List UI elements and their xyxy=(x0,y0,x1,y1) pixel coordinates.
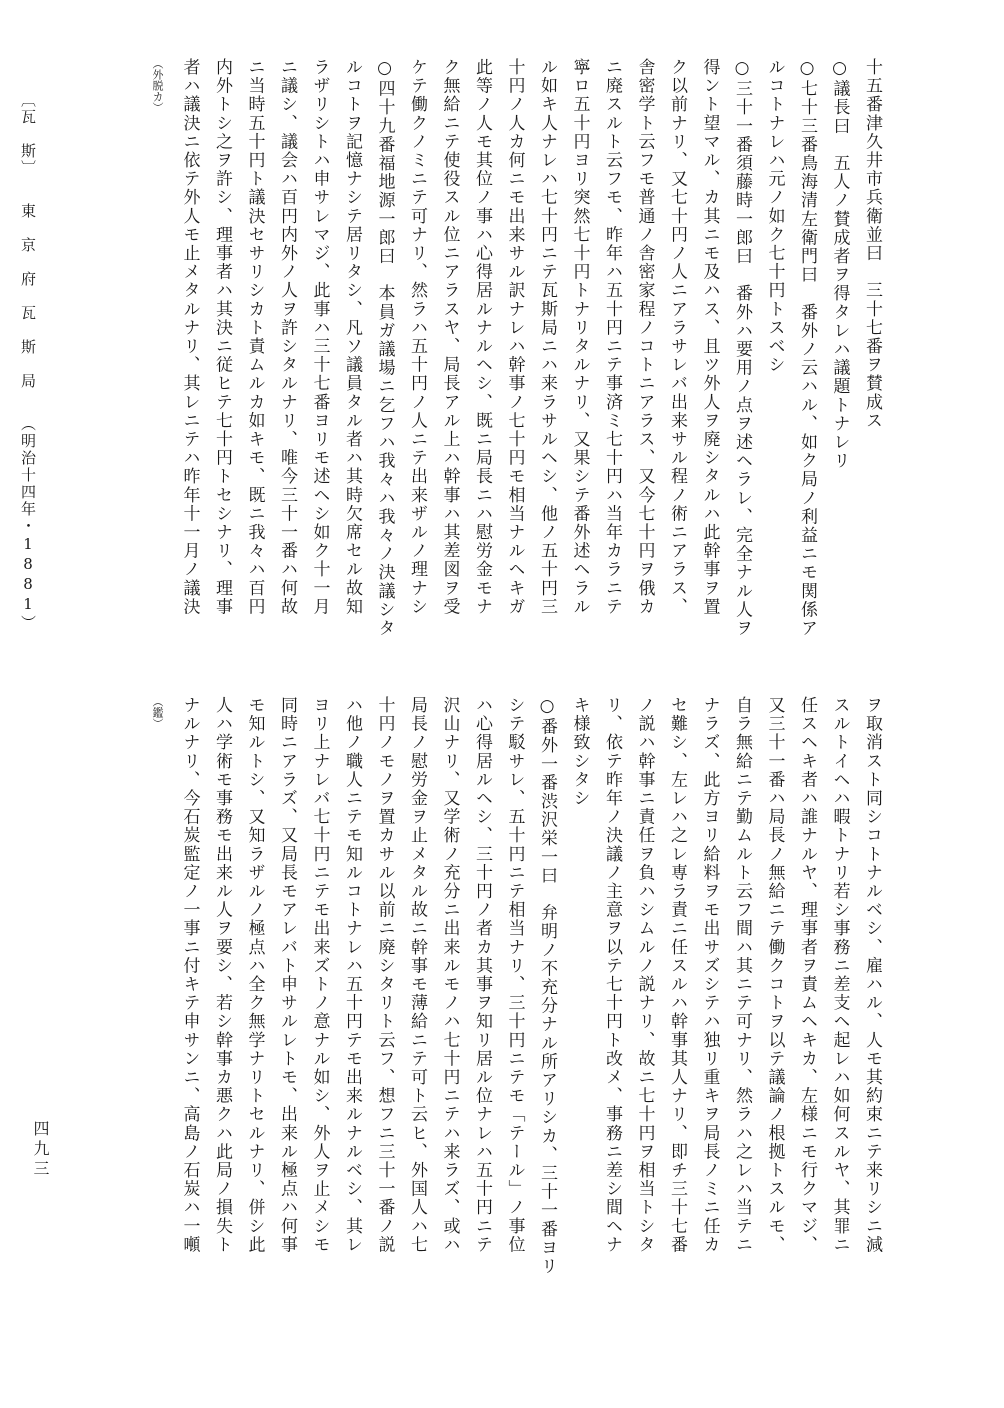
text-line: 任スヘキ者ハ誰ナルヤ、理事者ヲ責ムヘキカ、左様ニモ行クマジ、 xyxy=(797,696,817,1254)
text-line: 寧ロ五十円ヨリ突然七十円トナリタルナリ、又果シテ番外述ヘラル xyxy=(569,58,590,616)
text-line: セ難シ、左レハ之レ専ラ責ニ任スルハ幹事其人ナリ、即チ三十七番 xyxy=(667,696,687,1254)
text-line: ヨリ上ナレバ七十円ニテモ出来ズトノ意ナル如シ、外人ヲ止メシモ xyxy=(309,696,330,1254)
text-line: ク以前ナリ、又七十円ノ人ニアラサレバ出来サル程ノ術ニアラス、 xyxy=(667,58,687,616)
text-line: 得ント望マル、カ其ニモ及ハス、且ツ外人ヲ廃シタルハ此幹事ヲ置 xyxy=(699,58,720,616)
text-line: ハ心得居ルヘシ、三十円ノ者カ其事ヲ知リ居ル位ナレハ五十円ニテ xyxy=(472,696,492,1254)
text-line: ノ説ハ幹事ニ責任ヲ負ハシムルノ説ナリ、故ニ七十円ヲ相当トシタ xyxy=(634,696,655,1254)
text-line: リ、依テ昨年ノ決議ノ主意ヲ以テ七十円ト改メ、事務ニ差シ間ヘナ xyxy=(602,696,622,1254)
text-line: ○四十九番福地源一郎曰 本員ガ議場ニ乞フハ我々ハ我々ノ決議シタ xyxy=(374,58,395,638)
text-line: ケテ働クノミニテ可ナリ、然ラハ五十円ノ人ニテ出来ザルノ理ナシ xyxy=(407,58,427,616)
text-line: 同時ニアラズ、又局長モアレバト申サルレトモ、出来ル極点ハ何事 xyxy=(277,696,297,1254)
text-line: 十円ノモノヲ置カサル以前ニ廃シタリト云フ、想フニ三十一番ノ説 xyxy=(374,696,395,1254)
era-label: （明治十四年・1881） xyxy=(19,416,37,632)
text-line: ○番外一番渋沢栄一曰 弁明ノ不充分ナル所アリシカ、三十一番ヨリ xyxy=(537,696,557,1276)
text-line: ルコトヲ記憶ナシテ居リタシ、凡ソ議員タル者ハ其時欠席セル故知 xyxy=(342,58,362,616)
text-line: ○議長曰 五人ノ賛成者ヲ得タレハ議題トナレリ xyxy=(829,58,850,471)
text-line: ○三十一番須藤時一郎曰 番外ハ要用ノ点ヲ述ヘラレ、完全ナル人ヲ xyxy=(732,58,752,638)
text-line: スルトイヘハ暇トナリ若シ事務ニ差支ヘ起レハ如何スルヤ、其罪ニ xyxy=(829,696,850,1254)
text-line: ルコトナレハ元ノ如ク七十円トスベシ xyxy=(764,58,785,375)
text-line: シテ駁サレ、五十円ニテ相当ナリ、三十円ニテモ「テール」ノ事位 xyxy=(504,696,525,1254)
text-line: 内外トシ之ヲ許シ、理事者ハ其決ニ従ヒテ七十円トセシナリ、理事 xyxy=(212,58,232,616)
text-line: モ知ルトシ、又知ラザルノ極点ハ全ク無学ナリトセルナリ、併シ此 xyxy=(244,696,265,1254)
text-line: ハ他ノ職人ニテモ知ルコトナレハ五十円テモ出来ルナルベシ、其レ xyxy=(342,696,362,1254)
text-line: キ様致シタシ xyxy=(569,696,590,808)
running-footer xyxy=(18,92,38,652)
text-line: 自ラ無給ニテ勤ムルト云フ間ハ其ニテ可ナリ、然ラハ之レハ当テニ xyxy=(732,696,752,1254)
section-label: 〔瓦 斯〕 xyxy=(19,92,37,177)
lower-text-block xyxy=(88,696,888,1314)
text-line: ク無給ニテ使役スル位ニアラスヤ、局長アル上ハ幹事ハ其差図ヲ受 xyxy=(439,58,460,616)
text-line: ナラズ、此方ヨリ給料ヲモ出サズシテハ独リ重キヲ局長ノミニ任カ xyxy=(699,696,720,1254)
text-line: ラザリシトハ申サレマジ、此事ハ三十七番ヨリモ述ヘシ如ク十一月 xyxy=(309,58,330,616)
text-line: ナルナリ、今石炭監定ノ一事ニ付キテ申サンニ、高島ノ石炭ハ一噸 xyxy=(179,696,200,1254)
text-line: 此等ノ人モ其位ノ事ハ心得居ルナルヘシ、既ニ局長ニハ慰労金モナ xyxy=(472,58,492,616)
upper-text-block xyxy=(88,58,888,668)
text-line: 局長ノ慰労金ヲ止メタル故ニ幹事モ薄給ニテ可ト云ヒ、外国人ハ七 xyxy=(407,696,427,1254)
text-line: ○七十三番鳥海清左衛門曰 番外ノ云ハル、如ク局ノ利益ニモ関係ア xyxy=(797,58,817,638)
text-line: ル如キ人ナレハ七十円ニテ瓦斯局ニハ来ラサルヘシ、他ノ五十円三 xyxy=(537,58,557,616)
text-line: ヲ取消スト同シコトナルベシ、雇ハル、人モ其約束ニテ来リシニ減 xyxy=(862,696,882,1254)
text-line: 舎密学ト云フモ普通ノ舎密家程ノコトニアラス、又今七十円ヲ俄カ xyxy=(634,58,655,616)
text-line: 十五番津久井市兵衛並曰 三十七番ヲ賛成ス xyxy=(862,58,882,430)
text-line: ニ廃スルト云フモ、昨年ハ五十円ニテ事済ミ七十円ハ当年カラニテ xyxy=(602,58,622,616)
text-line: 者ハ議決ニ依テ外人モ止メタルナリ、其レニテハ昨年十一月ノ議決 xyxy=(179,58,200,616)
page-number: 四九三 xyxy=(31,1120,50,1180)
text-line: 人ハ学術モ事務モ出来ル人ヲ要シ、若シ幹事カ悪クハ此局ノ損失ト xyxy=(212,696,232,1254)
editorial-gloss: （鑑） xyxy=(151,696,164,729)
text-line: 沢山ナリ、又学術ノ充分ニ出来ルモノハ七十円ニテハ来ラズ、或ハ xyxy=(439,696,460,1254)
text-line: 又三十一番ハ局長ノ無給ニテ働クコトヲ以テ議論ノ根拠トスルモ、 xyxy=(764,696,785,1254)
bureau-label: 東 京 府 瓦 斯 局 xyxy=(19,203,37,390)
editorial-gloss: （外脱カ） xyxy=(151,58,164,113)
text-line: ニ当時五十円ト議決セサリシカト責ムルカ如キモ、既ニ我々ハ百円 xyxy=(244,58,265,616)
text-line: 十円ノ人カ何ニモ出来サル訳ナレハ幹事ノ七十円モ相当ナルヘキガ xyxy=(504,58,525,616)
text-line: ニ議シ、議会ハ百円内外ノ人ヲ許シタルナリ、唯今三十一番ハ何故 xyxy=(277,58,297,616)
